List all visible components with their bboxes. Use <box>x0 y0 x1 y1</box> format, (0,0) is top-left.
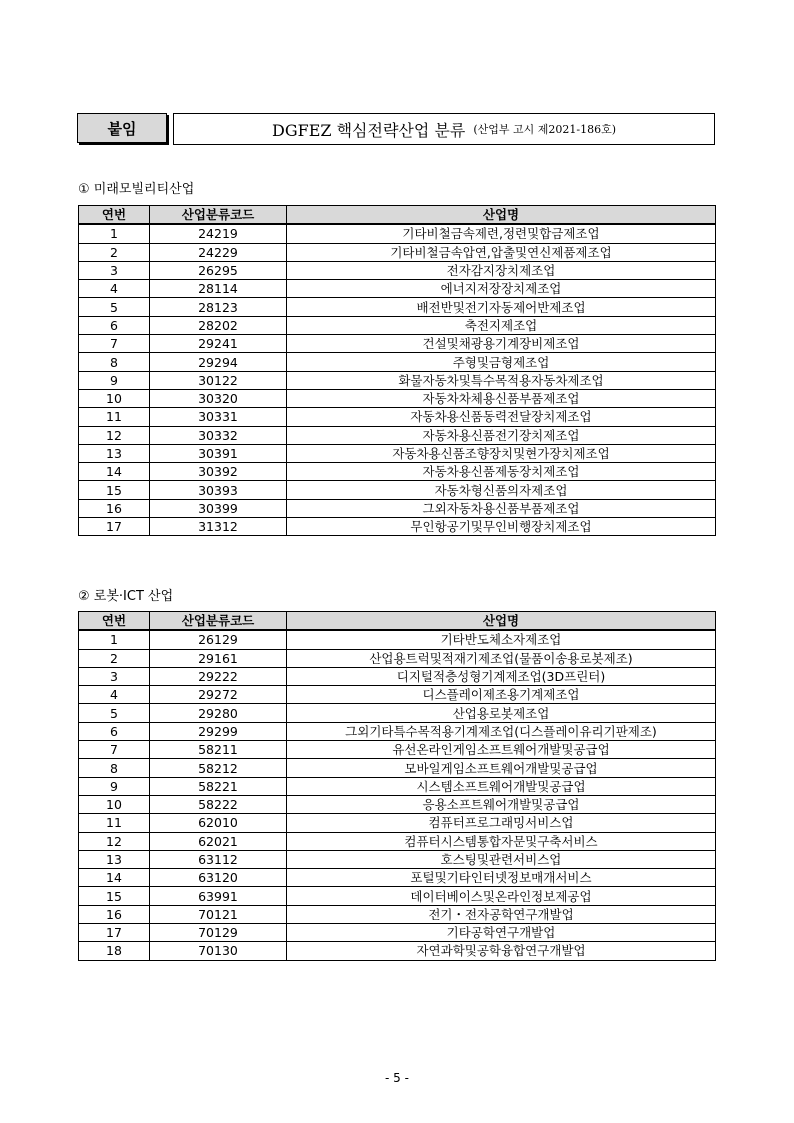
cell-name: 자연과학및공학융합연구개발업 <box>287 942 716 960</box>
cell-code: 28123 <box>150 298 287 316</box>
cell-code: 62021 <box>150 832 287 850</box>
cell-code: 30331 <box>150 408 287 426</box>
cell-name: 축전지제조업 <box>287 316 716 334</box>
table-row <box>79 942 716 960</box>
cell-name: 전자감지장치제조업 <box>287 261 716 279</box>
document-title: DGFEZ 핵심전략산업 분류 <box>272 120 466 140</box>
cell-code: 63991 <box>150 887 287 905</box>
cell-no: 10 <box>79 795 150 813</box>
cell-name: 유선온라인게임소프트웨어개발및공급업 <box>287 741 716 759</box>
cell-name: 전기・전자공학연구개발업 <box>287 905 716 923</box>
cell-name: 컴퓨터시스템통합자문및구축서비스 <box>287 832 716 850</box>
table-row <box>79 353 716 371</box>
cell-no: 7 <box>79 335 150 353</box>
cell-name: 호스팅및관련서비스업 <box>287 850 716 868</box>
table-row <box>79 704 716 722</box>
cell-code: 24229 <box>150 243 287 261</box>
cell-code: 29294 <box>150 353 287 371</box>
cell-name: 디지털적층성형기계제조업(3D프린터) <box>287 667 716 685</box>
table-row <box>79 371 716 389</box>
cell-code: 30392 <box>150 463 287 481</box>
cell-no: 17 <box>79 924 150 942</box>
cell-name: 기타비철금속제련,정련및합금제조업 <box>287 224 716 243</box>
cell-code: 31312 <box>150 518 287 536</box>
cell-no: 2 <box>79 649 150 667</box>
cell-no: 14 <box>79 869 150 887</box>
cell-name: 자동차차체용신품부품제조업 <box>287 389 716 407</box>
cell-no: 11 <box>79 814 150 832</box>
table-row <box>79 389 716 407</box>
cell-code: 63120 <box>150 869 287 887</box>
table-row <box>79 850 716 868</box>
table-row <box>79 426 716 444</box>
cell-no: 16 <box>79 905 150 923</box>
table-row <box>79 741 716 759</box>
cell-code: 58222 <box>150 795 287 813</box>
cell-code: 70129 <box>150 924 287 942</box>
cell-code: 28114 <box>150 280 287 298</box>
cell-name: 컴퓨터프로그래밍서비스업 <box>287 814 716 832</box>
table-row <box>79 481 716 499</box>
cell-no: 7 <box>79 741 150 759</box>
cell-code: 29280 <box>150 704 287 722</box>
cell-no: 15 <box>79 887 150 905</box>
cell-code: 30332 <box>150 426 287 444</box>
cell-code: 29299 <box>150 722 287 740</box>
document-subtitle: (산업부 고시 제2021-186호) <box>473 123 616 136</box>
cell-code: 29241 <box>150 335 287 353</box>
cell-code: 58211 <box>150 741 287 759</box>
table-row <box>79 649 716 667</box>
cell-no: 14 <box>79 463 150 481</box>
cell-code: 58221 <box>150 777 287 795</box>
cell-name: 건설및채광용기계장비제조업 <box>287 335 716 353</box>
cell-name: 모바일게임소프트웨어개발및공급업 <box>287 759 716 777</box>
cell-name: 응용소프트웨어개발및공급업 <box>287 795 716 813</box>
cell-no: 1 <box>79 630 150 649</box>
cell-no: 1 <box>79 224 150 243</box>
table-row <box>79 499 716 517</box>
title-box <box>173 113 715 145</box>
table-row <box>79 832 716 850</box>
cell-code: 62010 <box>150 814 287 832</box>
table-row <box>79 243 716 261</box>
cell-no: 3 <box>79 261 150 279</box>
table-row <box>79 777 716 795</box>
cell-no: 8 <box>79 353 150 371</box>
table-header-row <box>79 206 716 225</box>
table-row <box>79 722 716 740</box>
cell-code: 30391 <box>150 444 287 462</box>
cell-code: 26129 <box>150 630 287 649</box>
cell-code: 30399 <box>150 499 287 517</box>
cell-code: 70121 <box>150 905 287 923</box>
table-row <box>79 224 716 243</box>
cell-name: 무인항공기및무인비행장치제조업 <box>287 518 716 536</box>
cell-no: 2 <box>79 243 150 261</box>
cell-name: 자동차용신품동력전달장치제조업 <box>287 408 716 426</box>
table-row <box>79 463 716 481</box>
table-row <box>79 280 716 298</box>
cell-code: 29272 <box>150 686 287 704</box>
cell-no: 8 <box>79 759 150 777</box>
cell-no: 12 <box>79 832 150 850</box>
cell-no: 13 <box>79 850 150 868</box>
table-row <box>79 335 716 353</box>
cell-no: 5 <box>79 298 150 316</box>
cell-code: 29222 <box>150 667 287 685</box>
column-header-name: 산업명 <box>287 206 716 225</box>
table-row <box>79 795 716 813</box>
cell-code: 30320 <box>150 389 287 407</box>
cell-name: 포털및기타인터넷정보매개서비스 <box>287 869 716 887</box>
table-row <box>79 518 716 536</box>
cell-no: 9 <box>79 371 150 389</box>
cell-name: 기타반도체소자제조업 <box>287 630 716 649</box>
table-row <box>79 924 716 942</box>
cell-no: 18 <box>79 942 150 960</box>
cell-code: 28202 <box>150 316 287 334</box>
column-header-no: 연번 <box>79 612 150 631</box>
table-row <box>79 814 716 832</box>
attachment-header <box>77 113 715 145</box>
cell-name: 디스플레이제조용기계제조업 <box>287 686 716 704</box>
table-row <box>79 686 716 704</box>
cell-no: 4 <box>79 280 150 298</box>
cell-name: 주형및금형제조업 <box>287 353 716 371</box>
cell-no: 17 <box>79 518 150 536</box>
cell-no: 12 <box>79 426 150 444</box>
cell-no: 9 <box>79 777 150 795</box>
table-header-row <box>79 612 716 631</box>
cell-code: 30122 <box>150 371 287 389</box>
cell-name: 에너지저장장치제조업 <box>287 280 716 298</box>
cell-no: 16 <box>79 499 150 517</box>
cell-name: 자동차용신품전기장치제조업 <box>287 426 716 444</box>
table-row <box>79 869 716 887</box>
cell-code: 63112 <box>150 850 287 868</box>
cell-no: 13 <box>79 444 150 462</box>
cell-code: 30393 <box>150 481 287 499</box>
table-row <box>79 261 716 279</box>
cell-no: 5 <box>79 704 150 722</box>
cell-name: 기타비철금속압연,압출및연신제품제조업 <box>287 243 716 261</box>
table-row <box>79 630 716 649</box>
cell-no: 11 <box>79 408 150 426</box>
cell-name: 자동차형신품의자제조업 <box>287 481 716 499</box>
cell-code: 29161 <box>150 649 287 667</box>
mobility-industry-table <box>78 205 716 536</box>
column-header-name: 산업명 <box>287 612 716 631</box>
cell-name: 그외기타특수목적용기계제조업(디스플레이유리기판제조) <box>287 722 716 740</box>
cell-no: 3 <box>79 667 150 685</box>
table-row <box>79 759 716 777</box>
cell-name: 시스템소프트웨어개발및공급업 <box>287 777 716 795</box>
table-row <box>79 298 716 316</box>
cell-code: 24219 <box>150 224 287 243</box>
column-header-code: 산업분류코드 <box>150 206 287 225</box>
cell-no: 6 <box>79 316 150 334</box>
cell-name: 데이터베이스및온라인정보제공업 <box>287 887 716 905</box>
cell-name: 기타공학연구개발업 <box>287 924 716 942</box>
table-row <box>79 408 716 426</box>
cell-name: 자동차용신품제동장치제조업 <box>287 463 716 481</box>
cell-name: 산업용트럭및적재기제조업(물품이송용로봇제조) <box>287 649 716 667</box>
cell-no: 10 <box>79 389 150 407</box>
table-row <box>79 316 716 334</box>
cell-name: 그외자동차용신품부품제조업 <box>287 499 716 517</box>
cell-code: 70130 <box>150 942 287 960</box>
table-row <box>79 444 716 462</box>
table-row <box>79 667 716 685</box>
table-row <box>79 905 716 923</box>
attachment-tag: 붙임 <box>77 113 167 143</box>
column-header-code: 산업분류코드 <box>150 612 287 631</box>
robot-ict-table-body <box>79 630 716 960</box>
page-number: - 5 - <box>385 1071 409 1085</box>
cell-name: 배전반및전기자동제어반제조업 <box>287 298 716 316</box>
section-title-mobility: ① 미래모빌리티산업 <box>78 182 195 197</box>
cell-no: 6 <box>79 722 150 740</box>
cell-no: 4 <box>79 686 150 704</box>
table-row <box>79 887 716 905</box>
cell-name: 화물자동차및특수목적용자동차제조업 <box>287 371 716 389</box>
cell-code: 58212 <box>150 759 287 777</box>
column-header-no: 연번 <box>79 206 150 225</box>
cell-name: 자동차용신품조향장치및현가장치제조업 <box>287 444 716 462</box>
cell-name: 산업용로봇제조업 <box>287 704 716 722</box>
mobility-table-body <box>79 224 716 536</box>
robot-ict-industry-table <box>78 611 716 961</box>
cell-no: 15 <box>79 481 150 499</box>
cell-code: 26295 <box>150 261 287 279</box>
section-title-robot-ict: ② 로봇·ICT 산업 <box>78 589 174 604</box>
